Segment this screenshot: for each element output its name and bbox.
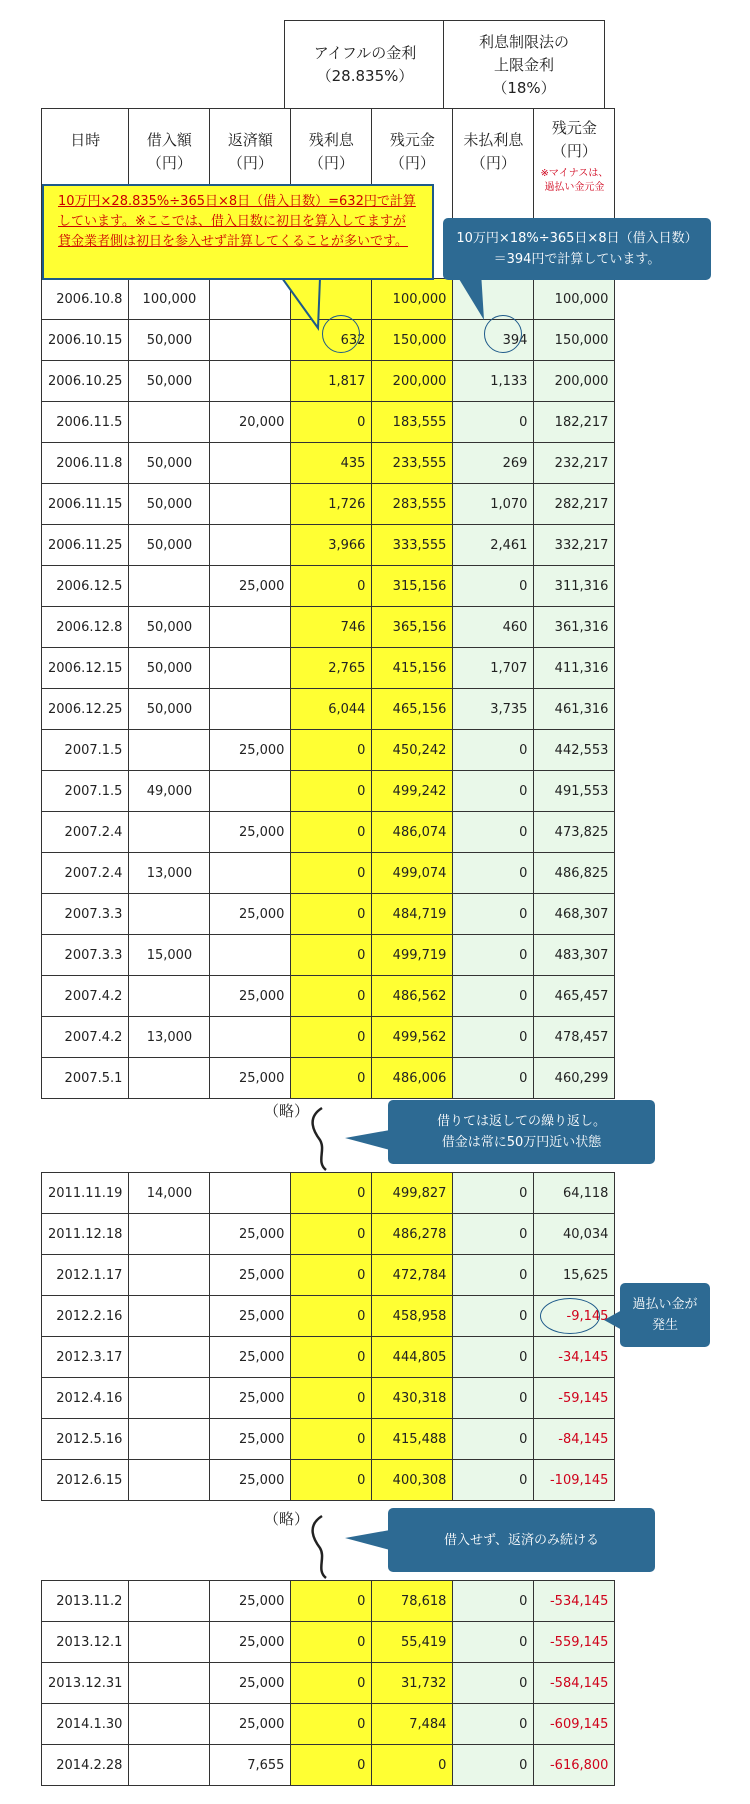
interest-cell: 1,726 <box>291 484 372 525</box>
unpaid-interest-cell: 0 <box>453 1419 534 1460</box>
interest-cell: 0 <box>291 771 372 812</box>
col-unit: （円） <box>146 154 192 172</box>
legal-principal-cell: 465,457 <box>534 976 615 1017</box>
col-label: 残元金 <box>389 131 435 149</box>
date-cell: 2012.4.16 <box>42 1378 129 1419</box>
interest-cell: 0 <box>291 1378 372 1419</box>
legal-principal-cell: 491,553 <box>534 771 615 812</box>
date-cell: 2014.2.28 <box>42 1745 129 1786</box>
principal-cell: 365,156 <box>372 607 453 648</box>
date-cell: 2006.11.5 <box>42 402 129 443</box>
unpaid-interest-cell: 0 <box>453 1255 534 1296</box>
interest-cell: 0 <box>291 402 372 443</box>
principal-cell: 484,719 <box>372 894 453 935</box>
note-line: 過払い金元金 <box>544 182 605 193</box>
unpaid-interest-cell: 2,461 <box>453 525 534 566</box>
principal-cell: 0 <box>372 1745 453 1786</box>
legal-calc-line: ＝394円で計算しています。 <box>493 252 661 267</box>
date-cell: 2006.10.15 <box>42 320 129 361</box>
unpaid-interest-cell: 0 <box>453 1214 534 1255</box>
interest-cell: 0 <box>291 1581 372 1622</box>
interest-cell: 0 <box>291 1173 372 1214</box>
repay-cell: 25,000 <box>210 1058 291 1099</box>
interest-cell: 0 <box>291 1745 372 1786</box>
interest-cell: 0 <box>291 1214 372 1255</box>
unpaid-interest-cell: 0 <box>453 1378 534 1419</box>
borrow-cell: 13,000 <box>129 1017 210 1058</box>
principal-cell: 415,156 <box>372 648 453 689</box>
borrow-cell: 50,000 <box>129 443 210 484</box>
principal-cell: 400,308 <box>372 1460 453 1501</box>
date-cell: 2012.3.17 <box>42 1337 129 1378</box>
interest-cell: 0 <box>291 976 372 1017</box>
principal-cell: 55,419 <box>372 1622 453 1663</box>
borrow-cell: 49,000 <box>129 771 210 812</box>
legal-principal-cell: 282,217 <box>534 484 615 525</box>
col-unit: （円） <box>389 154 435 172</box>
date-cell: 2006.11.25 <box>42 525 129 566</box>
legal-principal-cell: 361,316 <box>534 607 615 648</box>
aiful-callout-tail <box>282 278 320 328</box>
repay-only-text: 借入せず、返済のみ続ける <box>444 1532 599 1548</box>
repay-only-callout <box>388 1508 655 1572</box>
repay-cell: 25,000 <box>210 812 291 853</box>
repeat-borrow-callout <box>388 1100 655 1164</box>
borrow-cell: 50,000 <box>129 648 210 689</box>
unpaid-interest-cell: 460 <box>453 607 534 648</box>
date-cell: 2011.12.18 <box>42 1214 129 1255</box>
interest-cell: 0 <box>291 1296 372 1337</box>
principal-cell: 499,242 <box>372 771 453 812</box>
unpaid-interest-cell: 0 <box>453 1622 534 1663</box>
date-cell: 2014.1.30 <box>42 1704 129 1745</box>
wave-icon <box>313 1516 326 1578</box>
borrow-cell: 15,000 <box>129 935 210 976</box>
borrow-cell: 13,000 <box>129 853 210 894</box>
interest-cell: 3,966 <box>291 525 372 566</box>
principal-cell: 78,618 <box>372 1581 453 1622</box>
unpaid-interest-cell: 269 <box>453 443 534 484</box>
overpay-callout <box>620 1283 710 1347</box>
col-label: 残元金 <box>551 119 597 137</box>
legal-principal-cell: 332,217 <box>534 525 615 566</box>
legal-principal-cell: -559,145 <box>534 1622 615 1663</box>
aiful-calc-text: 10万円×28.835%÷365日×8日（借入日数）=632円で計算しています。※ここでは、借入日数に初日を算入してますが貸金業者側は初日を参入せず計算してくることが多いです。 <box>58 194 416 249</box>
repay-cell: 25,000 <box>210 1622 291 1663</box>
legal-principal-cell: 150,000 <box>534 320 615 361</box>
date-cell: 2007.4.2 <box>42 976 129 1017</box>
legal-calc-line: 10万円×18%÷365日×8日（借入日数） <box>456 231 698 246</box>
repay-cell: 25,000 <box>210 1460 291 1501</box>
principal-cell: 450,242 <box>372 730 453 771</box>
repay-cell: 25,000 <box>210 1255 291 1296</box>
legal-rate-title-2: 上限金利 <box>493 55 554 74</box>
interest-cell: 0 <box>291 812 372 853</box>
legal-principal-cell: 486,825 <box>534 853 615 894</box>
interest-cell: 2,765 <box>291 648 372 689</box>
unpaid-interest-cell: 0 <box>453 1296 534 1337</box>
interest-cell: 435 <box>291 443 372 484</box>
col-unit: （円） <box>551 142 597 160</box>
unpaid-interest-cell: 1,133 <box>453 361 534 402</box>
unpaid-interest-cell: 0 <box>453 402 534 443</box>
interest-cell: 0 <box>291 566 372 607</box>
unpaid-interest-cell: 0 <box>453 771 534 812</box>
repeat-line: 借りては返しての繰り返し。 <box>436 1114 606 1129</box>
unpaid-interest-cell: 0 <box>453 812 534 853</box>
principal-cell: 150,000 <box>372 320 453 361</box>
interest-394-circle <box>484 315 522 353</box>
repay-cell: 25,000 <box>210 730 291 771</box>
col-label: 返済額 <box>227 131 273 149</box>
principal-cell: 200,000 <box>372 361 453 402</box>
overpay-line: 過払い金が <box>632 1297 698 1312</box>
legal-principal-cell: -609,145 <box>534 1704 615 1745</box>
borrow-cell: 100,000 <box>129 279 210 320</box>
interest-cell: 0 <box>291 1419 372 1460</box>
borrow-cell: 50,000 <box>129 525 210 566</box>
principal-cell: 486,562 <box>372 976 453 1017</box>
legal-calc-callout <box>443 218 711 280</box>
principal-cell: 415,488 <box>372 1419 453 1460</box>
interest-cell: 0 <box>291 1337 372 1378</box>
principal-cell: 486,006 <box>372 1058 453 1099</box>
legal-principal-cell: 40,034 <box>534 1214 615 1255</box>
principal-cell: 499,074 <box>372 853 453 894</box>
principal-cell: 7,484 <box>372 1704 453 1745</box>
date-cell: 2007.2.4 <box>42 812 129 853</box>
principal-cell: 499,719 <box>372 935 453 976</box>
legal-principal-cell: -84,145 <box>534 1419 615 1460</box>
principal-cell: 233,555 <box>372 443 453 484</box>
principal-cell: 465,156 <box>372 689 453 730</box>
repay-cell: 25,000 <box>210 1663 291 1704</box>
repay-cell: 7,655 <box>210 1745 291 1786</box>
unpaid-interest-cell: 0 <box>453 1173 534 1214</box>
date-cell: 2012.6.15 <box>42 1460 129 1501</box>
borrow-cell: 14,000 <box>129 1173 210 1214</box>
legal-principal-cell: -534,145 <box>534 1581 615 1622</box>
principal-cell: 333,555 <box>372 525 453 566</box>
principal-cell: 31,732 <box>372 1663 453 1704</box>
date-cell: 2007.3.3 <box>42 894 129 935</box>
repeat-callout-tail <box>345 1130 390 1150</box>
repay-cell: 25,000 <box>210 976 291 1017</box>
legal-rate-title-1: 利息制限法の <box>478 32 569 51</box>
interest-cell: 0 <box>291 935 372 976</box>
interest-cell: 0 <box>291 853 372 894</box>
interest-cell: 0 <box>291 1017 372 1058</box>
date-cell: 2006.10.25 <box>42 361 129 402</box>
principal-cell: 486,074 <box>372 812 453 853</box>
principal-cell: 283,555 <box>372 484 453 525</box>
unpaid-interest-cell: 0 <box>453 935 534 976</box>
principal-cell: 183,555 <box>372 402 453 443</box>
principal-cell: 100,000 <box>372 279 453 320</box>
interest-cell: 632 <box>291 320 372 361</box>
repay-cell: 20,000 <box>210 402 291 443</box>
legal-principal-cell: 232,217 <box>534 443 615 484</box>
legal-principal-cell: 483,307 <box>534 935 615 976</box>
interest-cell: 0 <box>291 1058 372 1099</box>
borrow-cell: 50,000 <box>129 484 210 525</box>
date-cell: 2011.11.19 <box>42 1173 129 1214</box>
legal-principal-cell: 182,217 <box>534 402 615 443</box>
borrow-cell: 50,000 <box>129 607 210 648</box>
interest-cell: 0 <box>291 1704 372 1745</box>
legal-principal-cell: -59,145 <box>534 1378 615 1419</box>
borrow-cell: 50,000 <box>129 320 210 361</box>
unpaid-interest-cell: 0 <box>453 894 534 935</box>
principal-cell: 458,958 <box>372 1296 453 1337</box>
aiful-calc-callout <box>42 184 434 280</box>
interest-cell: 6,044 <box>291 689 372 730</box>
interest-cell: 1,817 <box>291 361 372 402</box>
repay-cell: 25,000 <box>210 894 291 935</box>
interest-cell: 0 <box>291 1460 372 1501</box>
date-cell: 2007.1.5 <box>42 730 129 771</box>
interest-cell: 746 <box>291 607 372 648</box>
repay-cell: 25,000 <box>210 1296 291 1337</box>
repay-cell: 25,000 <box>210 1214 291 1255</box>
col-label: 借入額 <box>146 131 192 149</box>
legal-principal-cell: -9,145 <box>534 1296 615 1337</box>
date-cell: 2013.11.2 <box>42 1581 129 1622</box>
unpaid-interest-cell: 0 <box>453 1017 534 1058</box>
legal-principal-cell: 460,299 <box>534 1058 615 1099</box>
date-cell: 2006.12.25 <box>42 689 129 730</box>
unpaid-interest-cell: 0 <box>453 1581 534 1622</box>
interest-632-circle <box>322 315 360 353</box>
aiful-rate-value: （28.835%） <box>316 67 414 85</box>
date-cell: 2007.5.1 <box>42 1058 129 1099</box>
unpaid-interest-cell: 0 <box>453 976 534 1017</box>
unpaid-interest-cell: 0 <box>453 1745 534 1786</box>
unpaid-interest-cell: 0 <box>453 1058 534 1099</box>
date-cell: 2007.2.4 <box>42 853 129 894</box>
legal-principal-cell: 100,000 <box>534 279 615 320</box>
date-cell: 2006.10.8 <box>42 279 129 320</box>
overpay-line: 発生 <box>651 1318 678 1333</box>
principal-cell: 472,784 <box>372 1255 453 1296</box>
unpaid-interest-cell: 0 <box>453 853 534 894</box>
date-cell: 2007.3.3 <box>42 935 129 976</box>
date-cell: 2012.2.16 <box>42 1296 129 1337</box>
repay-cell: 25,000 <box>210 1581 291 1622</box>
repay-cell: 25,000 <box>210 1704 291 1745</box>
unpaid-interest-cell: 1,707 <box>453 648 534 689</box>
date-cell: 2006.12.8 <box>42 607 129 648</box>
legal-principal-cell: -616,800 <box>534 1745 615 1786</box>
legal-principal-cell: 478,457 <box>534 1017 615 1058</box>
principal-cell: 499,562 <box>372 1017 453 1058</box>
unpaid-interest-cell: 0 <box>453 730 534 771</box>
principal-cell: 315,156 <box>372 566 453 607</box>
principal-cell: 486,278 <box>372 1214 453 1255</box>
date-cell: 2006.12.15 <box>42 648 129 689</box>
interest-cell: 0 <box>291 730 372 771</box>
interest-cell: 0 <box>291 1663 372 1704</box>
unpaid-interest-cell: 3,735 <box>453 689 534 730</box>
col-label: 未払利息 <box>463 131 524 149</box>
aiful-rate-title: アイフルの金利 <box>313 44 417 62</box>
date-cell: 2012.5.16 <box>42 1419 129 1460</box>
legal-principal-cell: 64,118 <box>534 1173 615 1214</box>
date-cell: 2006.11.8 <box>42 443 129 484</box>
unpaid-interest-cell: 394 <box>453 320 534 361</box>
repay-cell: 25,000 <box>210 1337 291 1378</box>
legal-principal-cell: 442,553 <box>534 730 615 771</box>
unpaid-interest-cell: 0 <box>453 1704 534 1745</box>
legal-principal-cell: 411,316 <box>534 648 615 689</box>
legal-principal-cell: -109,145 <box>534 1460 615 1501</box>
date-cell: 2007.4.2 <box>42 1017 129 1058</box>
unpaid-interest-cell: 0 <box>453 566 534 607</box>
repay-cell: 25,000 <box>210 1378 291 1419</box>
date-cell: 2006.12.5 <box>42 566 129 607</box>
omitted-label: （略） <box>264 1102 310 1120</box>
legal-principal-cell: 200,000 <box>534 361 615 402</box>
date-cell: 2012.1.17 <box>42 1255 129 1296</box>
unpaid-interest-cell: 0 <box>453 1460 534 1501</box>
borrow-cell: 50,000 <box>129 689 210 730</box>
repeat-line: 借金は常に50万円近い状態 <box>441 1135 602 1150</box>
col-unit: （円） <box>308 154 354 172</box>
interest-cell: 0 <box>291 894 372 935</box>
repay-only-callout-tail <box>345 1530 390 1550</box>
legal-principal-cell: 473,825 <box>534 812 615 853</box>
principal-cell: 444,805 <box>372 1337 453 1378</box>
overpay-circle <box>540 1298 600 1334</box>
note-line: ※マイナスは、 <box>540 168 609 179</box>
principal-cell: 499,827 <box>372 1173 453 1214</box>
unpaid-interest-cell: 0 <box>453 1663 534 1704</box>
date-cell: 2007.1.5 <box>42 771 129 812</box>
borrow-cell: 50,000 <box>129 361 210 402</box>
wave-icon <box>313 1108 326 1170</box>
date-cell: 2013.12.31 <box>42 1663 129 1704</box>
legal-principal-cell: -34,145 <box>534 1337 615 1378</box>
principal-cell: 430,318 <box>372 1378 453 1419</box>
col-label: 日時 <box>70 131 101 149</box>
date-cell: 2013.12.1 <box>42 1622 129 1663</box>
col-unit: （円） <box>227 154 273 172</box>
unpaid-interest-cell: 1,070 <box>453 484 534 525</box>
legal-principal-cell: -584,145 <box>534 1663 615 1704</box>
repay-cell: 25,000 <box>210 566 291 607</box>
col-unit: （円） <box>470 154 516 172</box>
legal-principal-cell: 15,625 <box>534 1255 615 1296</box>
legal-principal-cell: 311,316 <box>534 566 615 607</box>
unpaid-interest-cell: 0 <box>453 1337 534 1378</box>
omitted-label: （略） <box>264 1510 310 1528</box>
date-cell: 2006.11.15 <box>42 484 129 525</box>
col-label: 残利息 <box>308 131 354 149</box>
repay-cell: 25,000 <box>210 1419 291 1460</box>
legal-principal-cell: 461,316 <box>534 689 615 730</box>
legal-principal-cell: 468,307 <box>534 894 615 935</box>
interest-cell: 0 <box>291 1622 372 1663</box>
legal-rate-value: （18%） <box>492 78 556 97</box>
interest-cell: 0 <box>291 1255 372 1296</box>
